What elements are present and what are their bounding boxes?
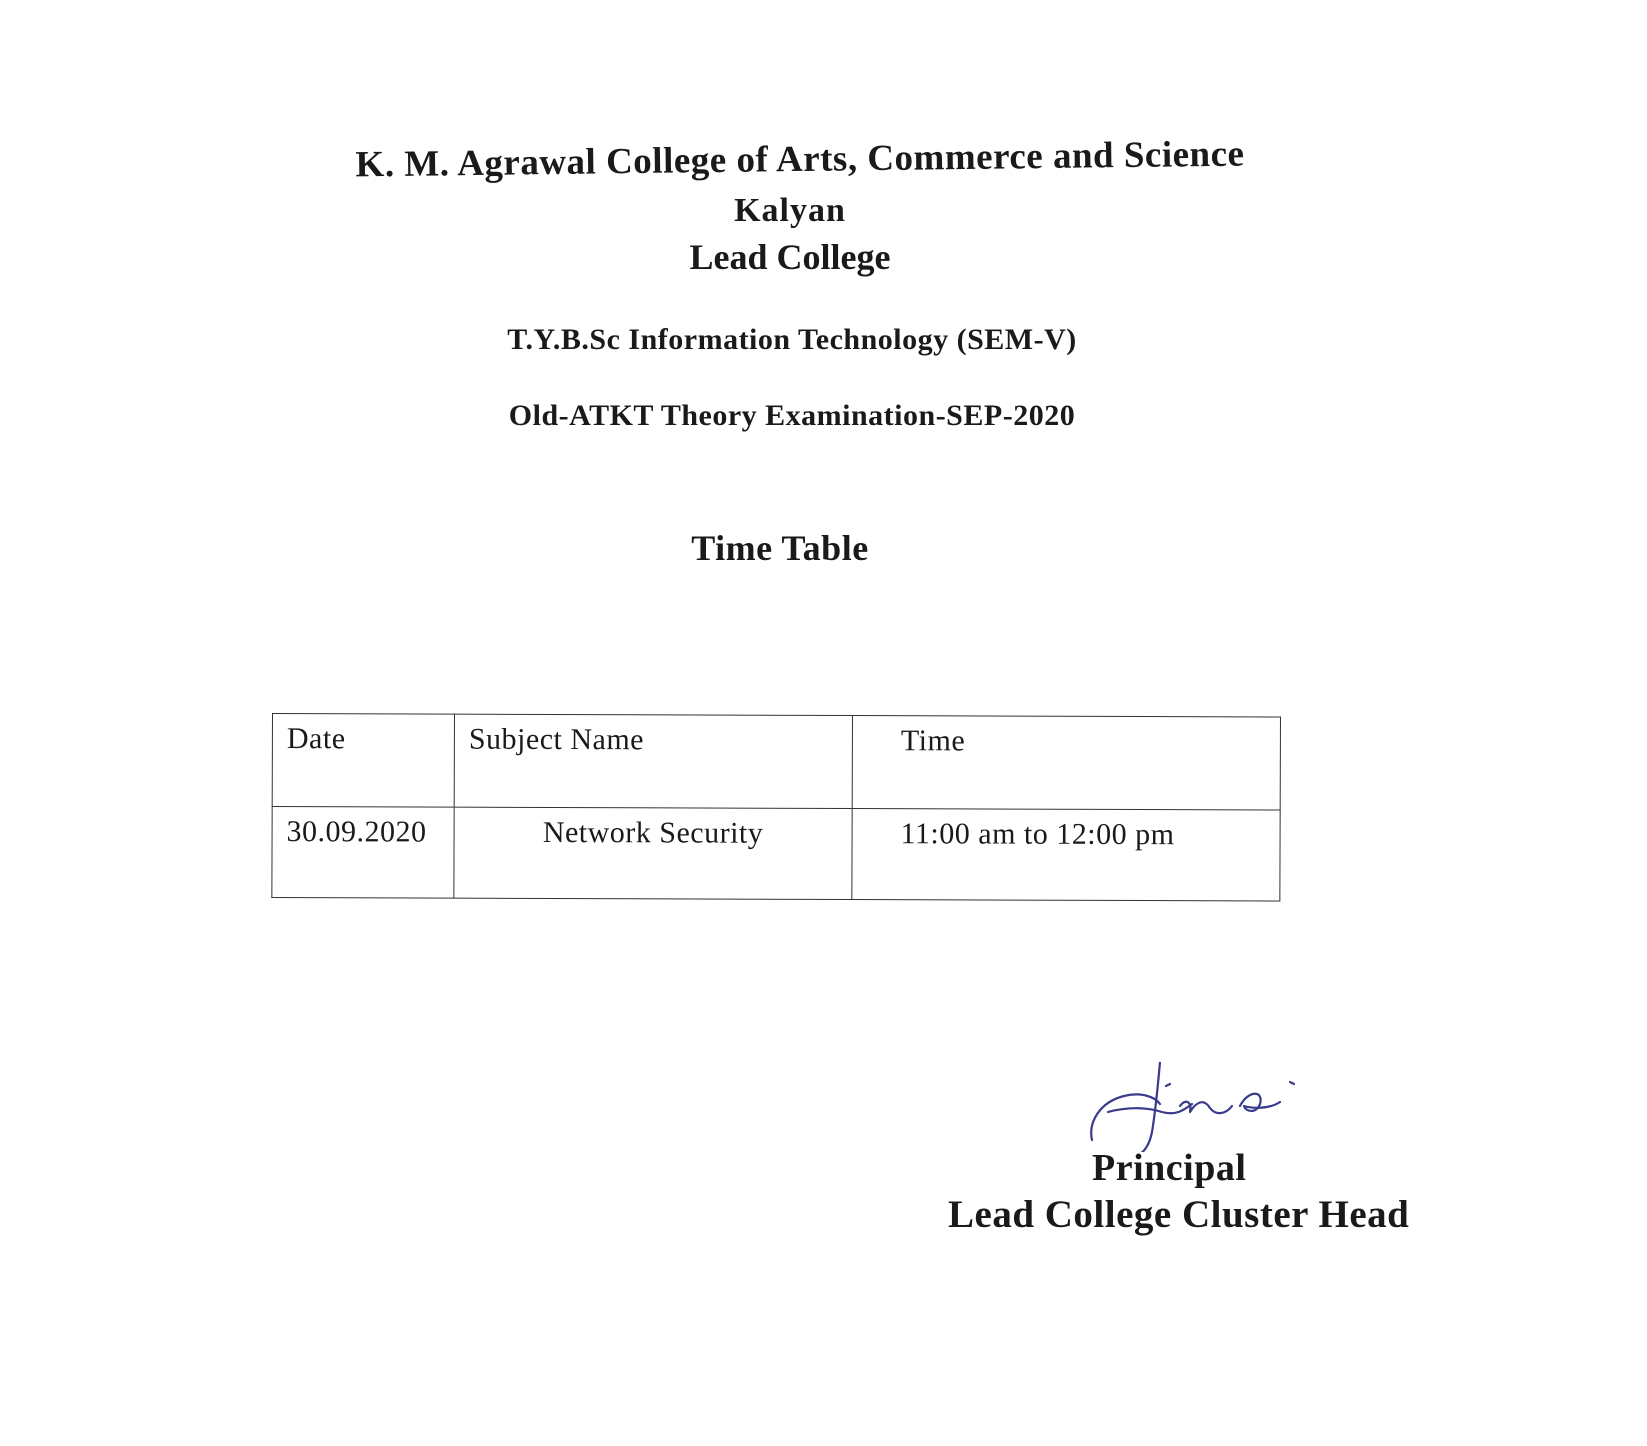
signatory-subtitle: Lead College Cluster Head [948, 1193, 1410, 1236]
cell-time: 11:00 am to 12:00 pm [852, 809, 1280, 901]
table-header-row [272, 714, 1280, 811]
lead-college-label: Lead College [689, 237, 891, 277]
college-name: K. M. Agrawal College of Arts, Commerce and Science [355, 133, 1245, 186]
time-table [271, 713, 1280, 902]
course-title: T.Y.B.Sc Information Technology (SEM-V) [507, 323, 1077, 356]
column-header-time: Time [852, 716, 1280, 810]
table-row [272, 807, 1280, 902]
college-city: Kalyan [734, 192, 846, 229]
signature-image [1080, 1062, 1300, 1152]
time-table-title: Time Table [691, 528, 869, 568]
signatory-title: Principal [1092, 1147, 1247, 1189]
column-header-date: Date [272, 714, 454, 808]
cell-subject: Network Security [454, 807, 852, 899]
time-table-grid [271, 713, 1281, 902]
exam-title: Old-ATKT Theory Examination-SEP-2020 [508, 399, 1076, 432]
column-header-subject: Subject Name [454, 714, 852, 808]
cell-date: 30.09.2020 [272, 807, 454, 899]
